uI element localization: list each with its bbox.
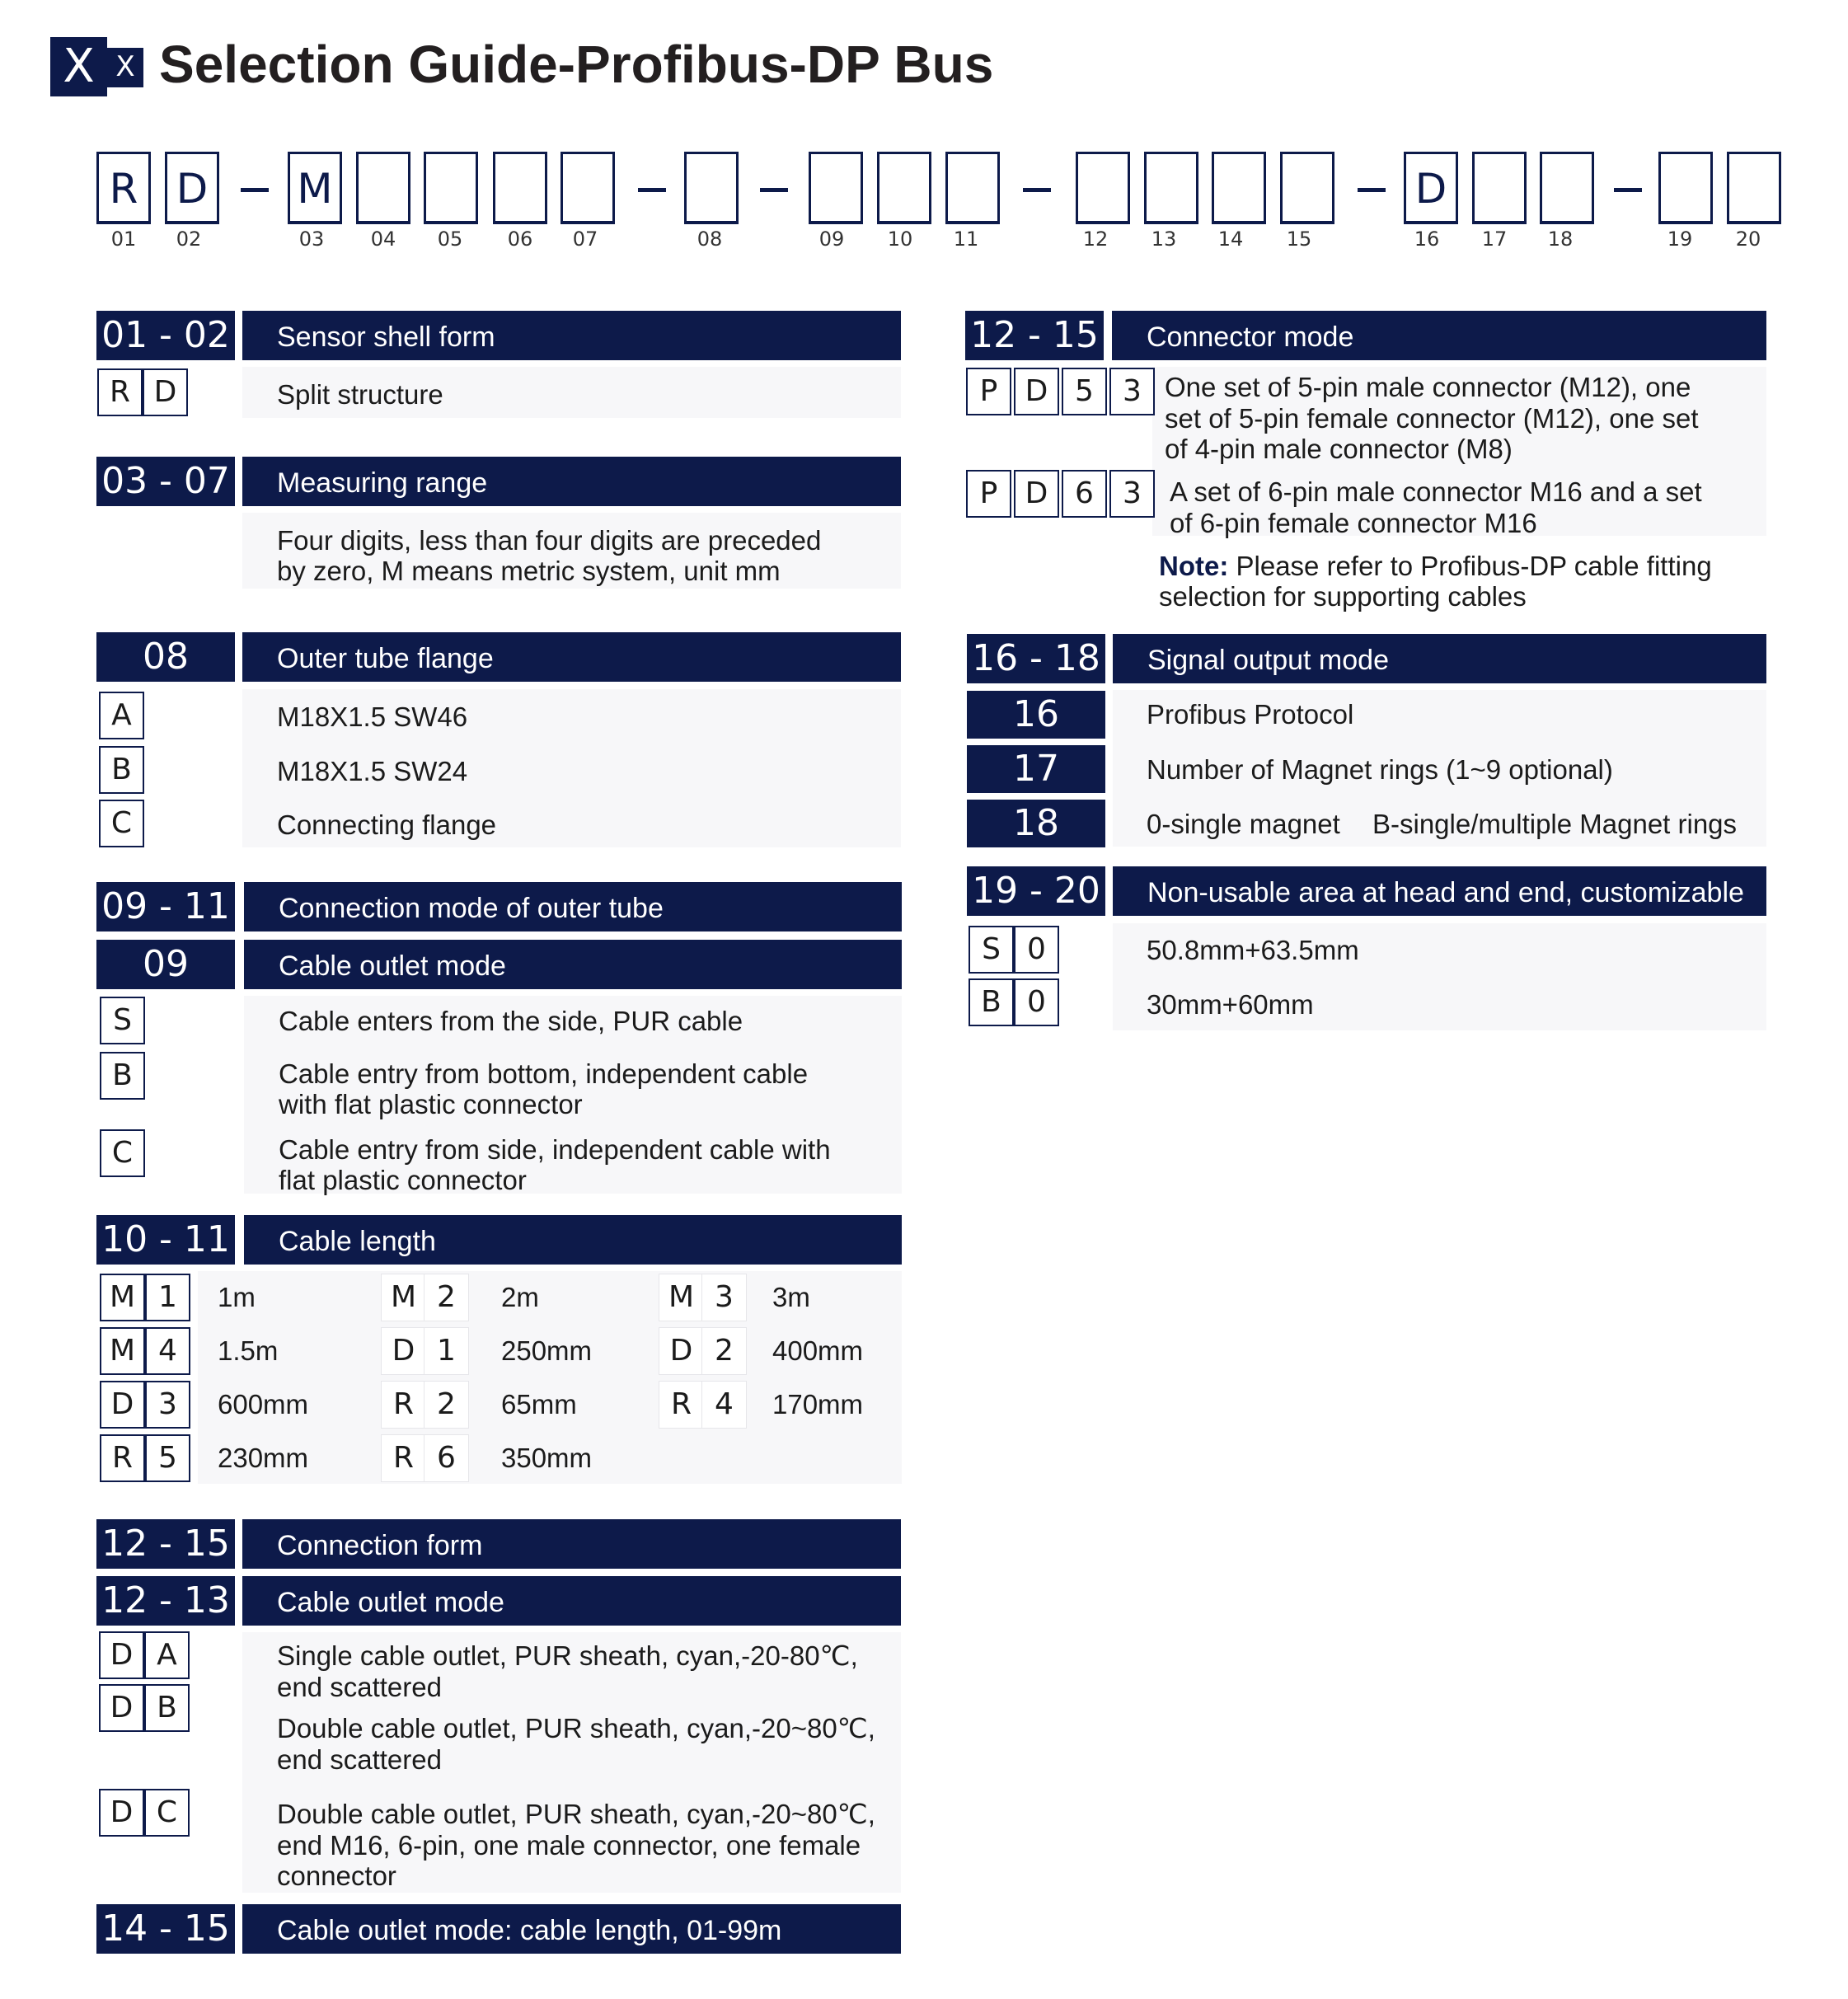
code-cell: B: [100, 1052, 145, 1100]
option-description: Number of Magnet rings (1~9 optional): [1147, 754, 1613, 785]
code-box-20: [1727, 152, 1781, 224]
section-number: 01 - 02: [96, 311, 235, 360]
code-cell: A: [144, 1631, 190, 1679]
code-box-18: [1540, 152, 1594, 224]
section-title: Non-usable area at head and end, customizable: [1113, 866, 1766, 916]
code-cell: 4: [145, 1327, 190, 1375]
option-description: Single cable outlet, PUR sheath, cyan,-20-80℃,: [277, 1640, 858, 1671]
signal-code: 18: [967, 800, 1105, 847]
code-cell: R: [100, 1434, 145, 1482]
option-description: Cable enters from the side, PUR cable: [279, 1006, 743, 1036]
code-dash: [1358, 188, 1386, 192]
code-number: 11: [953, 228, 979, 251]
option-description: of 6-pin female connector M16: [1170, 508, 1537, 538]
code-cell: D: [1014, 470, 1059, 518]
code-cell: D: [143, 368, 188, 416]
code-cell: 2: [424, 1274, 469, 1321]
code-number: 17: [1481, 228, 1508, 251]
option-description: end scattered: [277, 1672, 442, 1702]
page-title: Selection Guide-Profibus-DP Bus: [159, 35, 994, 94]
code-cell: 3: [701, 1274, 747, 1321]
code-number: 10: [887, 228, 913, 251]
code-cell: C: [100, 1129, 145, 1177]
option-description: 50.8mm+63.5mm: [1147, 935, 1359, 965]
code-cell: S: [969, 926, 1014, 974]
code-number: 15: [1286, 228, 1312, 251]
code-cell: 4: [701, 1381, 747, 1429]
option-description: end M16, 6-pin, one male connector, one female: [277, 1830, 861, 1861]
length-value: 600mm: [218, 1389, 309, 1419]
option-description: Cable entry from bottom, independent cable: [279, 1058, 809, 1089]
code-number: 13: [1151, 228, 1177, 251]
code-box-01: R: [96, 152, 151, 224]
option-description: 0-single magnet: [1147, 809, 1340, 839]
option-description: of 4-pin male connector (M8): [1165, 434, 1513, 464]
code-box-12: [1076, 152, 1130, 224]
length-value: 1m: [218, 1282, 256, 1312]
code-cell: M: [381, 1274, 426, 1321]
code-cell: 0: [1014, 926, 1059, 974]
code-number: 04: [370, 228, 396, 251]
section-number: 03 - 07: [96, 457, 235, 506]
section-title: Outer tube flange: [242, 632, 901, 682]
section-title: Sensor shell form: [242, 311, 901, 360]
option-description: set of 5-pin female connector (M12), one set: [1165, 403, 1699, 434]
code-box-13: [1144, 152, 1198, 224]
code-cell: M: [100, 1327, 145, 1375]
code-cell: R: [659, 1381, 704, 1429]
section-number: 12 - 15: [96, 1519, 235, 1569]
code-box-02: D: [165, 152, 219, 224]
code-cell: A: [99, 692, 144, 739]
section-title: Signal output mode: [1113, 634, 1766, 683]
code-number: 12: [1082, 228, 1109, 251]
code-cell: 6: [424, 1434, 469, 1482]
option-description: Double cable outlet, PUR sheath, cyan,-20~80℃,: [277, 1799, 875, 1829]
option-description: 30mm+60mm: [1147, 989, 1314, 1020]
code-box-11: [945, 152, 1000, 224]
option-description: Split structure: [277, 379, 443, 410]
code-dash: [638, 188, 666, 192]
code-box-07: [560, 152, 615, 224]
code-cell: D: [99, 1789, 144, 1837]
option-description: flat plastic connector: [279, 1165, 527, 1195]
signal-code: 17: [967, 745, 1105, 793]
section-title: Cable outlet mode: [244, 940, 902, 989]
code-cell: D: [381, 1327, 426, 1375]
code-cell: P: [966, 368, 1011, 415]
section-number: 12 - 13: [96, 1576, 235, 1626]
code-box-08: [684, 152, 739, 224]
section-title: Cable length: [244, 1215, 902, 1265]
code-number: 06: [507, 228, 533, 251]
section-number: 12 - 15: [965, 311, 1104, 360]
code-number: 14: [1217, 228, 1244, 251]
code-cell: C: [144, 1789, 190, 1837]
section-number: 10 - 11: [96, 1215, 235, 1265]
code-box-04: [356, 152, 410, 224]
code-cell: 3: [1109, 470, 1155, 518]
code-box-14: [1212, 152, 1266, 224]
option-description: A set of 6-pin male connector M16 and a set: [1170, 476, 1702, 507]
code-cell: D: [99, 1631, 144, 1679]
code-cell: 1: [145, 1274, 190, 1321]
code-number: 16: [1414, 228, 1440, 251]
code-box-16: D: [1404, 152, 1458, 224]
length-value: 170mm: [772, 1389, 864, 1419]
code-cell: D: [100, 1381, 145, 1429]
code-cell: 1: [424, 1327, 469, 1375]
code-cell: 5: [145, 1434, 190, 1482]
code-number: 19: [1667, 228, 1693, 251]
code-number: 07: [572, 228, 598, 251]
length-value: 2m: [501, 1282, 539, 1312]
code-box-19: [1658, 152, 1713, 224]
section-title: Cable outlet mode: [242, 1576, 901, 1626]
option-description: Connecting flange: [277, 809, 497, 840]
code-dash: [241, 188, 269, 192]
length-value: 65mm: [501, 1389, 577, 1419]
code-number: 08: [697, 228, 723, 251]
section-number: 09 - 11: [96, 882, 235, 931]
code-cell: M: [100, 1274, 145, 1321]
option-description: connector: [277, 1861, 396, 1891]
section-number: 14 - 15: [96, 1904, 235, 1954]
section-number: 08: [96, 632, 235, 682]
code-cell: 3: [1109, 368, 1155, 415]
code-dash: [1023, 188, 1051, 192]
note: [1159, 551, 1712, 582]
length-value: 350mm: [501, 1443, 593, 1473]
option-description: Cable entry from side, independent cable with: [279, 1134, 831, 1165]
section-title: Connection mode of outer tube: [244, 882, 902, 931]
code-cell: D: [659, 1327, 704, 1375]
section-number: 09: [96, 940, 235, 989]
option-description: B-single/multiple Magnet rings: [1372, 809, 1738, 839]
option-description: Profibus Protocol: [1147, 699, 1354, 730]
code-cell: B: [99, 746, 144, 794]
code-cell: 0: [1014, 978, 1059, 1026]
length-value: 3m: [772, 1282, 810, 1312]
option-description: with flat plastic connector: [279, 1089, 583, 1119]
logo-big-x: X: [50, 37, 107, 96]
section-title: Connection form: [242, 1519, 901, 1569]
code-cell: M: [659, 1274, 704, 1321]
code-cell: R: [381, 1434, 426, 1482]
section-title: Measuring range: [242, 457, 901, 506]
length-value: 400mm: [772, 1335, 864, 1366]
code-cell: P: [966, 470, 1011, 518]
section-title: Cable outlet mode: cable length, 01-99m: [242, 1904, 901, 1954]
note-text: Please refer to Profibus-DP cable fitting: [1228, 551, 1712, 581]
code-cell: S: [100, 997, 145, 1044]
code-cell: D: [99, 1684, 144, 1732]
option-description: M18X1.5 SW24: [277, 756, 468, 786]
code-cell: D: [1014, 368, 1059, 415]
length-value: 230mm: [218, 1443, 309, 1473]
code-cell: B: [144, 1684, 190, 1732]
code-cell: R: [381, 1381, 426, 1429]
code-cell: B: [969, 978, 1014, 1026]
section-number: 16 - 18: [967, 634, 1105, 683]
code-cell: 3: [145, 1381, 190, 1429]
length-value: 1.5m: [218, 1335, 279, 1366]
option-description: M18X1.5 SW46: [277, 702, 468, 732]
code-box-09: [809, 152, 863, 224]
code-dash: [1614, 188, 1642, 192]
code-cell: 2: [701, 1327, 747, 1375]
code-number: 05: [437, 228, 463, 251]
option-description: by zero, M means metric system, unit mm: [277, 556, 781, 586]
code-box-10: [877, 152, 931, 224]
code-box-15: [1280, 152, 1334, 224]
code-cell: 6: [1062, 470, 1107, 518]
code-box-03: M: [288, 152, 342, 224]
code-cell: C: [99, 800, 144, 847]
logo-small-x: X: [107, 48, 143, 87]
code-cell: R: [97, 368, 143, 416]
code-cell: 5: [1062, 368, 1107, 415]
code-number: 20: [1735, 228, 1761, 251]
signal-code: 16: [967, 691, 1105, 739]
code-number: 18: [1547, 228, 1574, 251]
option-description: Double cable outlet, PUR sheath, cyan,-20~80℃,: [277, 1713, 875, 1743]
section-number: 19 - 20: [967, 866, 1105, 916]
length-value: 250mm: [501, 1335, 593, 1366]
code-number: 02: [176, 228, 202, 251]
note-label: Note:: [1159, 551, 1229, 581]
code-box-06: [493, 152, 547, 224]
option-description: One set of 5-pin male connector (M12), one: [1165, 372, 1691, 402]
option-description: Four digits, less than four digits are preceded: [277, 525, 822, 556]
code-cell: 2: [424, 1381, 469, 1429]
code-box-05: [424, 152, 478, 224]
section-title: Connector mode: [1112, 311, 1766, 360]
code-box-17: [1472, 152, 1527, 224]
code-number: 01: [110, 228, 137, 251]
code-dash: [760, 188, 788, 192]
note-text: selection for supporting cables: [1159, 581, 1527, 612]
option-description: end scattered: [277, 1744, 442, 1775]
code-number: 03: [298, 228, 325, 251]
code-number: 09: [818, 228, 845, 251]
